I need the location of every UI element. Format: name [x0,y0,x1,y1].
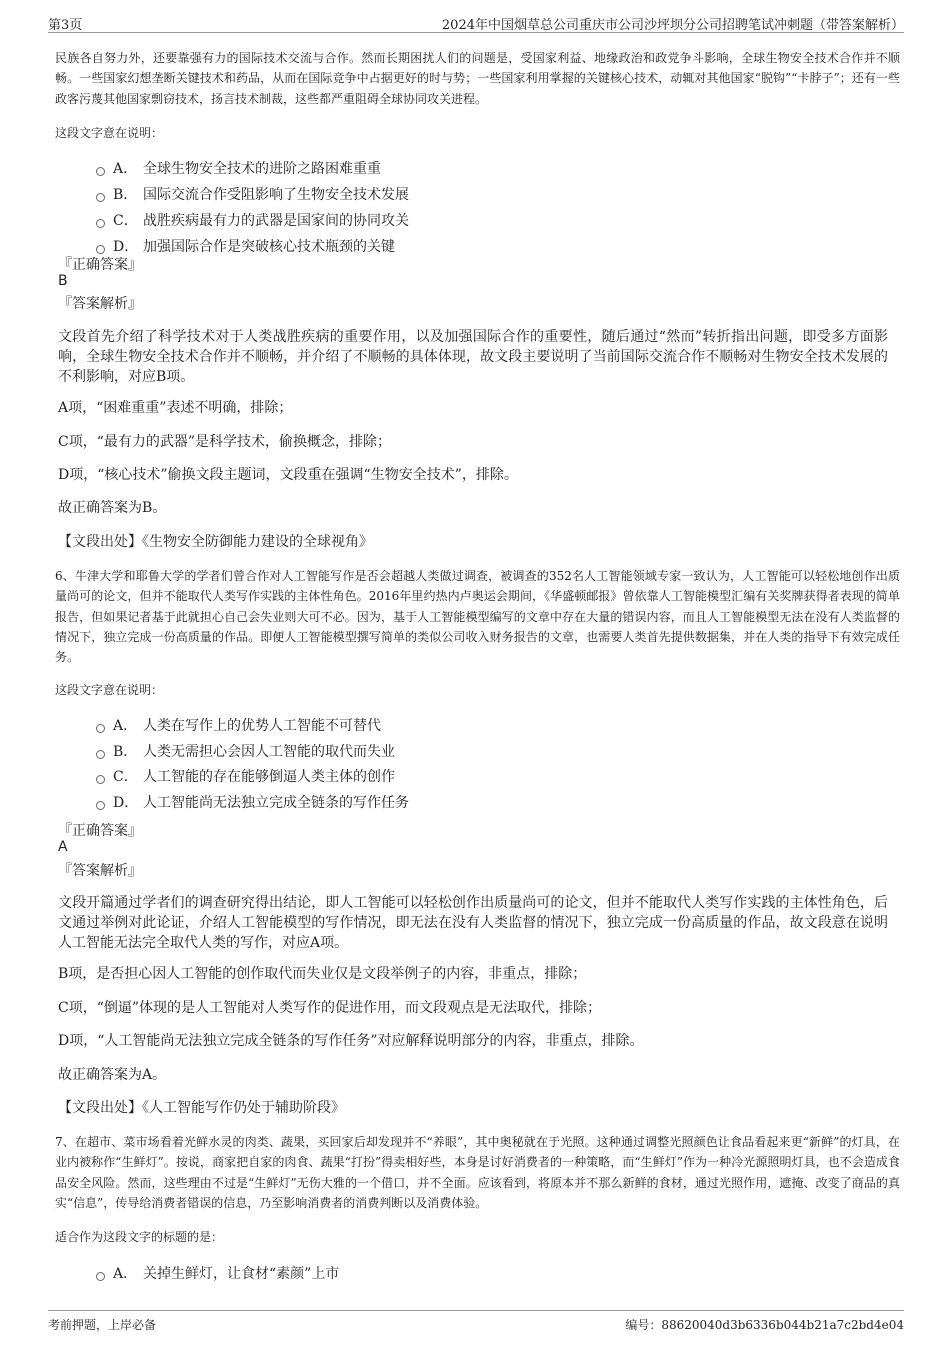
q5-analysis-c: C项，“最有力的武器”是科学技术，偷换概念，排除； [58,434,392,450]
q6-analysis-label: 『答案解析』 [58,863,142,879]
option-key: C． [113,769,138,785]
q6-analysis-d: D项，“人工智能尚无法独立完成全链条的写作任务”对应解释说明部分的内容，非重点，排除。 [58,1033,644,1049]
q6-option-c[interactable] [96,766,395,786]
option-text: 全球生物安全技术的进阶之路困难重重 [143,161,381,177]
q6-prompt: 这段文字意在说明： [55,683,164,697]
q5-option-c[interactable] [96,210,409,230]
option-key: D． [113,795,139,811]
option-key: D． [113,239,139,255]
option-key: B． [113,744,138,760]
option-text: 人类无需担心会因人工智能的取代而失业 [143,744,395,760]
option-text: 关掉生鲜灯，让食材“素颜”上市 [143,1266,340,1282]
radio-icon[interactable] [96,801,105,810]
option-text: 人工智能的存在能够倒逼人类主体的创作 [143,769,395,785]
q6-conclusion: 故正确答案为A。 [58,1067,167,1083]
q6-analysis-b: B项，是否担心因人工智能的创作取代而失业仅是文段举例子的内容，非重点，排除； [58,966,587,982]
q6-option-b[interactable] [96,741,395,761]
q5-prompt: 这段文字意在说明： [55,126,164,140]
radio-icon[interactable] [96,193,105,202]
radio-icon[interactable] [96,167,105,176]
q5-answer-label: 『正确答案』 [58,257,142,273]
radio-icon[interactable] [96,219,105,228]
intro-paragraph: 民族各自努力外，还要靠强有力的国际技术交流与合作。然而长期困扰人们的问题是，受国家利益、地缘政治和政党争斗影响，全球生物安全技术合作并不顺畅。一些国家幻想垄断关键技术和药品，从而在国际竞争中占据更好的时与势；一些国家利用掌握的关键核心技术，动辄对其他国家“脱钩”“卡脖子”；还有一些政客污蔑其他国家剽窃技术，扬言技术制裁，这些都严重阻碍全球协同攻关进程。 [55,51,900,106]
document-title: 2024年中国烟草总公司重庆市公司沙坪坝分公司招聘笔试冲刺题（带答案解析） [441,18,904,33]
option-text: 人类在写作上的优势人工智能不可替代 [143,718,381,734]
radio-icon[interactable] [96,1272,105,1281]
q5-analysis: 文段首先介绍了科学技术对于人类战胜疾病的重要作用，以及加强国际合作的重要性，随后通过“然而”转折指出问题，即受多方面影响，全球生物安全技术合作并不顺畅，并介绍了不顺畅的具体体现，故文段主要说明了当前国际交流合作不顺畅对生物安全技术发展的不利影响，对应B项。 [58,329,888,385]
q6-analysis-c: C项，“倒逼”体现的是人工智能对人类写作的促进作用，而文段观点是无法取代，排除； [58,1000,602,1016]
q7-passage: 7、在超市、菜市场看着光鲜水灵的肉类、蔬果，买回家后却发现并不“养眼”，其中奥秘就在于光照。这种通过调整光照颜色让食品看起来更“新鲜”的灯具，在业内被称作“生鲜灯”。按说，商家把自家的肉食、蔬果“打扮”得卖相好些，本身是讨好消费者的一种策略，而“生鲜灯”作为一种冷光源照明灯具，也不会造成食品安全风险。然而，这些理由不过是“生鲜灯”无伤大雅的一个借口，并不全面。应该看到，将原本并不那么新鲜的食材，通过光照作用，遮掩、改变了商品的真实“信息”，传导给消费者错误的信息，乃至影响消费者的消费判断以及消费体验。 [55,1135,900,1210]
q5-option-b[interactable] [96,184,409,204]
q6-answer-label: 『正确答案』 [58,823,142,839]
page-number: 第3页 [48,18,83,33]
option-key: A． [113,161,138,177]
q5-analysis-label: 『答案解析』 [58,296,142,312]
page-header [48,10,904,33]
radio-icon[interactable] [96,724,105,733]
q6-option-a[interactable] [96,715,381,735]
q5-option-d[interactable] [96,236,395,256]
option-key: A． [113,718,138,734]
option-key: A． [113,1266,138,1282]
page-footer [48,1310,904,1341]
option-text: 战胜疾病最有力的武器是国家间的协同攻关 [143,213,409,229]
q6-answer: A [58,839,68,855]
q7-option-a[interactable] [96,1263,339,1283]
q6-option-d[interactable] [96,792,409,812]
option-key: B． [113,187,138,203]
q7-prompt: 适合作为这段文字的标题的是： [55,1230,224,1244]
option-text: 人工智能尚无法独立完成全链条的写作任务 [143,795,409,811]
radio-icon[interactable] [96,750,105,759]
q6-passage: 6、牛津大学和耶鲁大学的学者们曾合作对人工智能写作是否会超越人类做过调查，被调查的352名人工智能领域专家一致认为，人工智能可以轻松地创作出质量尚可的论文，但并不能取代人类写作实践的主体性角色。2016年里约热内卢奥运会期间，《华盛顿邮报》曾依靠人工智能模型汇编有关奖牌获得者表现的简单报告，但如果记者基于此就担心自己会失业则大可不必。因为，基于人工智能模型编写的文章中存在大量的错误内容，而且人工智能模型无法在没有人类监督的情况下，独立完成一份高质量的作品。即便人工智能模型撰写简单的类似公司收入财务报告的文章，也需要人类首先提供数据集，并在人类的指导下有效完成任务。 [55,569,900,665]
option-key: C． [113,213,138,229]
document-id: 编号：88620040d3b6336b044b21a7c2bd4e04 [625,1318,904,1332]
footer-slogan: 考前押题，上岸必备 [48,1318,157,1332]
radio-icon[interactable] [96,775,105,784]
q5-source: 【文段出处】《生物安全防御能力建设的全球视角》 [58,534,373,550]
option-text: 国际交流合作受阻影响了生物安全技术发展 [143,187,409,203]
q5-analysis-a: A项，“困难重重”表述不明确，排除； [58,400,293,416]
q5-option-a[interactable] [96,158,381,178]
q5-answer: B [58,273,68,289]
q6-source: 【文段出处】《人工智能写作仍处于辅助阶段》 [58,1100,345,1116]
q6-analysis: 文段开篇通过学者们的调查研究得出结论，即人工智能可以轻松创作出质量尚可的论文，但并不能取代人类写作实践的主体性角色，后文通过举例对此论证，介绍人工智能模型的写作情况，即无法在没有人类监督的情况下，独立完成一份高质量的作品，故文段意在说明人工智能无法完全取代人类的写作，对应A项。 [58,895,888,951]
radio-icon[interactable] [96,245,105,254]
option-text: 加强国际合作是突破核心技术瓶颈的关键 [143,239,395,255]
q5-conclusion: 故正确答案为B。 [58,500,167,516]
q5-analysis-d: D项，“核心技术”偷换文段主题词，文段重在强调“生物安全技术”，排除。 [58,467,518,483]
